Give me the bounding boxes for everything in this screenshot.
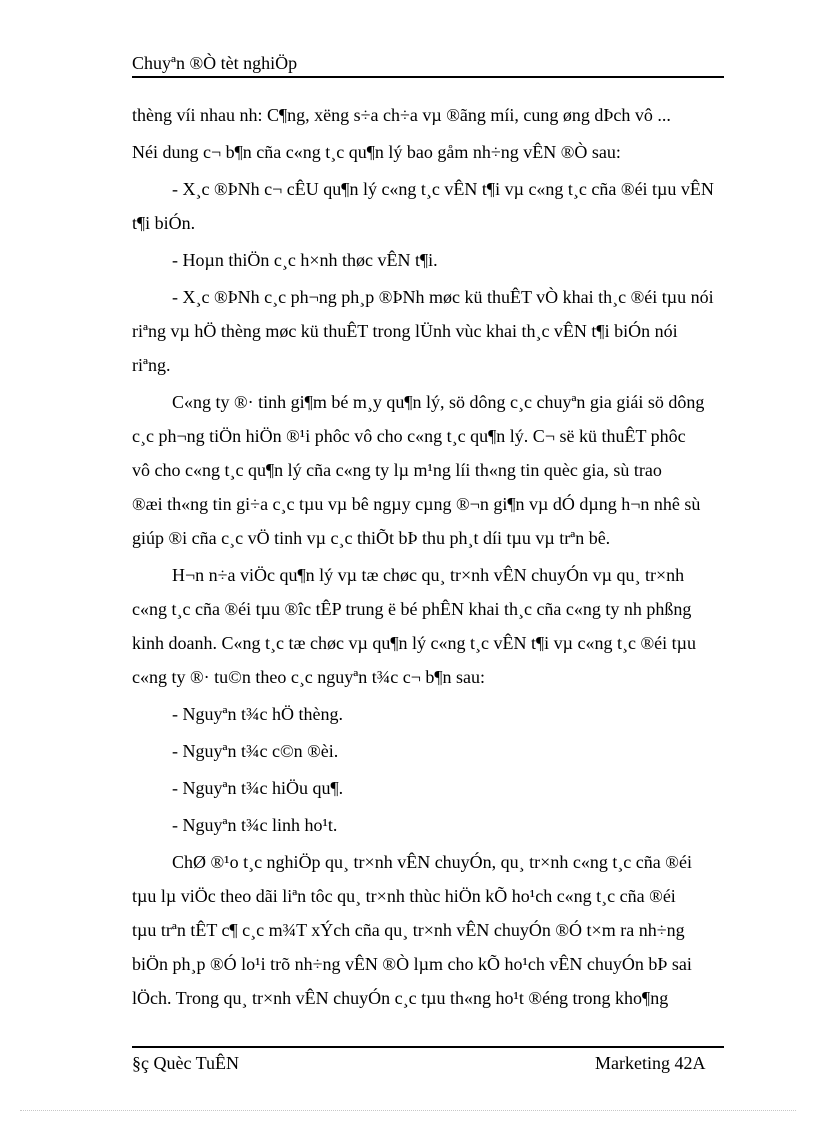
text-line: - Nguyªn t¾c linh ho¹t. [172,815,338,835]
text-line: thèng víi nhau nh: C¶ng, xëng s÷a ch÷a vµ ®ãng míi, cung øng dÞch vô ... [132,105,671,125]
text-line: c«ng t¸c cña ®éi tµu ®îc tÊP trung ë bé phÊN khai th¸c cña c«ng ty nh phßng [132,599,692,619]
text-line: c¸c ph¬ng tiÖn hiÖn ®¹i phôc vô cho c«ng t¸c qu¶n lý. C¬ së kü thuÊT phôc [132,426,686,446]
header-rule [132,76,724,78]
text-line: C«ng ty ®· tinh gi¶m bé m¸y qu¶n lý, sö dông c¸c chuyªn gia giái sö dông [172,392,705,412]
text-line: t¶i biÓn. [132,213,196,233]
text-line: tµu lµ viÖc theo dãi liªn tôc qu¸ tr×nh thùc hiÖn kÕ ho¹ch c«ng t¸c cña ®éi [132,886,676,906]
text-line: - Hoµn thiÖn c¸c h×nh thøc vÊN t¶i. [172,250,438,270]
text-line: - Nguyªn t¾c hÖ thèng. [172,704,343,724]
text-line: - X¸c ®ÞNh c¸c ph¬ng ph¸p ®ÞNh møc kü thuÊT vÒ khai th¸c ®éi tµu nói [172,287,714,307]
text-line: c«ng ty ®· tu©n theo c¸c nguyªn t¾c c¬ b¶n sau: [132,667,486,687]
text-line: kinh doanh. C«ng t¸c tæ chøc vµ qu¶n lý c«ng t¸c vÊN t¶i vµ c«ng t¸c ®éi tµu [132,633,697,653]
text-line: H¬n n÷a viÖc qu¶n lý vµ tæ chøc qu¸ tr×nh vÊN chuyÓn vµ qu¸ tr×nh [172,565,685,585]
footer-author: §ç Quèc TuÊN [132,1053,239,1073]
text-line: lÖch. Trong qu¸ tr×nh vÊN chuyÓn c¸c tµu th«ng ho¹t ®éng trong kho¶ng [132,988,669,1008]
text-line: vô cho c«ng t¸c qu¶n lý cña c«ng ty lµ m¹ng líi th«ng tin quèc gia, sù trao [132,460,662,480]
text-line: - Nguyªn t¾c c©n ®èi. [172,741,339,761]
text-line: riªng. [132,355,171,375]
footer-rule [132,1046,724,1048]
footer-class: Marketing 42A [595,1053,706,1073]
text-line: Néi dung c¬ b¶n cña c«ng t¸c qu¶n lý bao gåm nh÷ng vÊN ®Ò sau: [132,142,621,162]
text-line: giúp ®i cña c¸c vÖ tinh vµ c¸c thiÕt bÞ thu ph¸t díi tµu vµ trªn bê. [132,528,611,548]
text-line: - Nguyªn t¾c hiÖu qu¶. [172,778,344,798]
text-line: ChØ ®¹o t¸c nghiÖp qu¸ tr×nh vÊN chuyÓn, qu¸ tr×nh c«ng t¸c cña ®éi [172,852,692,872]
page-header-title: Chuyªn ®Ò tèt nghiÖp [132,53,298,73]
page-edge-dotted-line [20,1110,796,1111]
body-text [132,98,724,1015]
text-line: tµu trªn tÊT c¶ c¸c m¾T xÝch cña qu¸ tr×nh vÊN chuyÓn ®Ó t×m ra nh÷ng [132,920,685,940]
text-line: ®æi th«ng tin gi÷a c¸c tµu vµ bê ngµy cµng ®¬n gi¶n vµ dÓ dµng h¬n nhê sù [132,494,701,514]
text-line: - X¸c ®ÞNh c¬ cÊU qu¶n lý c«ng t¸c vÊN t¶i vµ c«ng t¸c cña ®éi tµu vÊN [172,179,714,199]
text-line: biÖn ph¸p ®Ó lo¹i trõ nh÷ng vÊN ®Ò lµm cho kÕ ho¹ch vÊN chuyÓn bÞ sai [132,954,692,974]
text-line: riªng vµ hÖ thèng møc kü thuÊT trong lÜnh vùc khai th¸c vÊN t¶i biÓn nói [132,321,678,341]
